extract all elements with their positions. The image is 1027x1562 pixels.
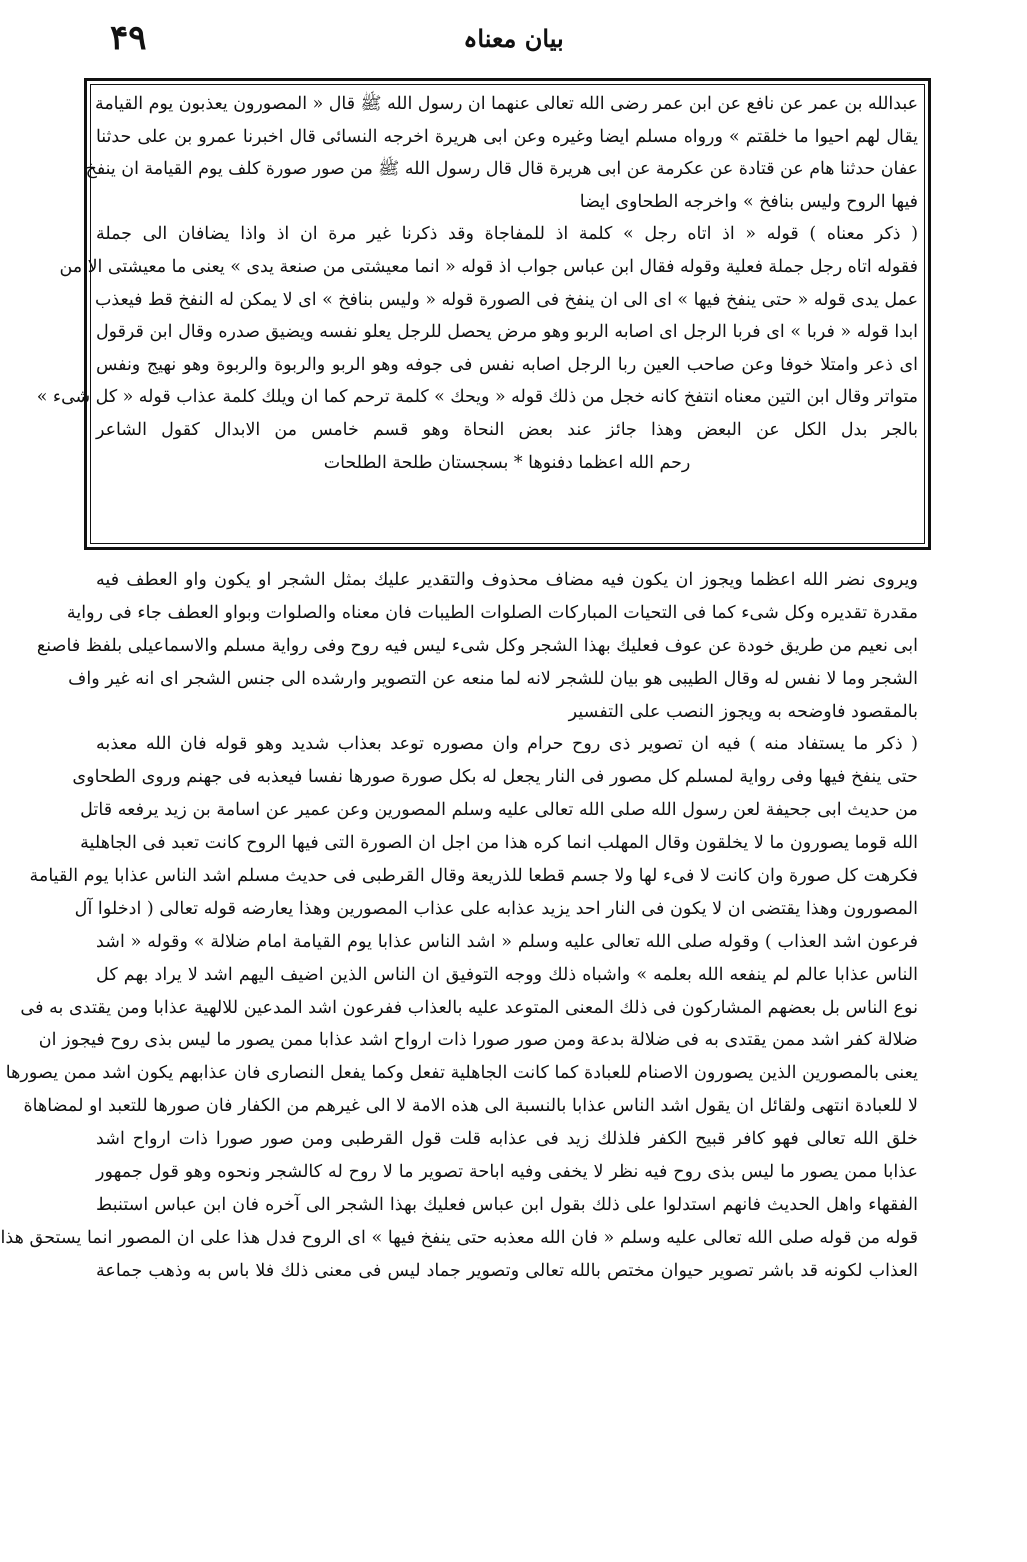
text-line: خلق الله تعالى فهو كافر قبيح الكفر فلذلك زيد فی عذابه قلت قول القرطبی ومن صور صورا ذات ارواح اشد [96,1129,918,1150]
commentary-line: ای ذعر وامتلا خوفا وعن صاحب العين ربا الرجل اصابه نفس فی جوفه وهو الربو والربوة والربوة وهو نهيج ونفس [96,354,918,375]
text-line: نوع الناس بل بعضهم المشاركون فی ذلك المعنى المتوعد عليه بالعذاب ففرعون اشد المدعين للالهية عذابا ومن يقتدی به فی [20,997,918,1018]
page-number: ۴۹ [110,18,147,58]
commentary-line: يقال لهم احيوا ما خلقتم » ورواه مسلم ايضا وغيره وعن ابی هريرة اخرجه النسائی قال اخبرنا عمرو بن علی حدثنا [96,126,918,147]
text-line: بالمقصود فاوضحه به ويجوز النصب على التفسير [568,701,918,722]
commentary-line: بالجر بدل الكل عن البعض وهذا جائز عند بعض النحاة وهو قسم خامس من الابدال كقول الشاعر [96,419,918,440]
running-head: بیان معناہ [463,24,564,53]
commentary-line: فقوله اتاه رجل جملة فعلية وقوله فقال ابن عباس جواب اذ قوله « انما معيشتی من صنعة يدی » يعنی ما معيشتی الا من [59,256,918,277]
commentary-line: ( ذكر معناه ) قوله « اذ اتاه رجل » كلمة اذ للمفاجاة وقد ذكرنا غير مرة ان اذ واذا يضافان الى جملة [96,224,918,245]
text-line: عذابا ممن يصور ما ليس بذی روح فيه نظر لا يخفى وفيه اباحة تصوير ما لا روح له كالشجر ونحوه وهو قول جمهور [96,1162,918,1183]
commentary-line: عبدالله بن عمر عن نافع عن ابن عمر رضی الله تعالی عنهما ان رسول الله ﷺ قال « المصورون يعذبون يوم القيامة [95,94,918,114]
text-line: فرعون اشد العذاب ) وقوله صلى الله تعالى عليه وسلم « اشد الناس عذابا يوم القيامة امام ضلالة » وقوله « اشد [96,931,918,952]
text-line: فكرهت كل صورة وان كانت لا فیء لها ولا جسم قطعا للذريعة وقال القرطبی فی حديث مسلم اشد الناس عذابا يوم القيامة [29,866,918,887]
text-line: الفقهاء واهل الحديث فانهم استدلوا على ذلك بقول ابن عباس فعليك بهذا الشجر الى آخره فان ابن عباس استنبط [96,1194,918,1215]
main-text-block [0,564,918,1288]
text-line: ضلالة كفر اشد ممن يقتدی به فی ضلالة بدعة ومن صور صورا ذات ارواح اشد عذابا ممن يصور ما ليس بذی روح فيجوز ان [38,1030,918,1051]
text-line: يعنی بالمصورين الذين يصورون الاصنام للعبادة كما كانت الجاهلية تفعل وكما يفعل النصارى فان عذابهم يكون اشد ممن يصورها [5,1063,918,1084]
text-line: ( ذكر ما يستفاد منه ) فيه ان تصوير ذی روح حرام وان مصوره توعد بعذاب شديد وهو قوله فان الله معذبه [96,734,918,755]
commentary-line: عفان حدثنا هام عن قتادة عن عكرمة عن ابی هريرة قال قال رسول الله ﷺ من صور صورة كلف يوم القيامة ان ينفخ [85,159,918,180]
commentary-block [36,88,918,479]
text-line: الناس عذابا عالم لم ينفعه الله بعلمه » واشباه ذلك ووجه التوفيق ان الناس الذين اضيف اليهم اشد لا يراد بهم كل [96,964,918,985]
commentary-line: فيها الروح وليس بنافخ » واخرجه الطحاوی ايضا [579,191,918,212]
text-line: مقدرة تقديره وكل شیء كما فی التحيات المباركات الصلوات الطيبات فان معناه والصلوات وبواو العطف جاء فی رواية [66,602,918,623]
text-line: قوله من قوله صلى الله تعالى عليه وسلم « فان الله معذبه حتى ينفخ فيها » ای الروح فدل هذا على ان المصور انما يستحق هذا [0,1227,918,1248]
text-line: الله قوما يصورون ما لا يخلقون وقال المهلب انما كره هذا من اجل ان الصورة التی فيها الروح كانت تعبد فی الجاهلية [80,833,918,854]
text-line: حتى ينفخ فيها وفی رواية لمسلم كل مصور فی النار يجعل له بكل صورة صورها نفسا فيعذبه فی جهنم وروى الطحاوی [72,767,918,788]
text-line: العذاب لكونه قد باشر تصوير حيوان مختص بالله تعالى وتصوير جماد ليس فی معنى ذلك فلا باس به وذهب جماعة [96,1260,918,1281]
text-line: ابی نعيم من طريق خودة عن عوف فعليك بهذا الشجر وكل شیء ليس فيه روح وفی رواية مسلم والاسماعيلی بلفظ فاصنع [36,635,918,656]
text-line: من حديث ابی جحيفة لعن رسول الله صلى الله تعالى عليه وسلم المصورين وعن عمير عن اسامة بن زيد يرفعه قاتل [80,800,918,821]
commentary-line: ابدا قوله « فربا » ای فربا الرجل ای اصابه الربو وهو مرض يحصل للرجل يعلو نفسه ويضيق صدره وقال ابن قرقول [96,322,918,343]
text-line: الشجر وما لا نفس له وقال الطيبی هو بيان للشجر لانه لما منعه عن التصوير وارشده الى جنس الشجر ای انه غير واف [68,668,918,689]
text-line: لا للعبادة انتهى ولقائل ان يقول اشد الناس عذابا بالنسبة الى هذه الامة لا الى غيرهم من الكفار فان صورها للتعبد او لمضاهاة [23,1096,918,1117]
commentary-line: متواتر وقال ابن التين معناه انتفخ كانه خجل من ذلك قوله « ويحك » كلمة ترحم كما ان ويلك كلمة عذاب قوله « كل شیء » [36,387,918,408]
text-line: ويروى نضر الله اعظما ويجوز ان يكون فيه مضاف محذوف والتقدير عليك بمثل الشجر او يكون واو العطف فيه [96,570,918,590]
text-line: المصورون وهذا يقتضی ان لا يكون فی النار احد يزيد عذابه على عذاب المصورين وهذا يعارضه قوله تعالى ( ادخلوا آل [74,898,918,919]
commentary-line: عمل يدی قوله « حتى ينفخ فيها » ای الى ان ينفخ فی الصورة قوله « وليس بنافخ » ای لا يمكن له النفخ قط فيعذب [95,289,918,310]
poetry-verse: رحم الله اعظما دفنوها * بسجستان طلحة الطلحات [323,452,691,473]
